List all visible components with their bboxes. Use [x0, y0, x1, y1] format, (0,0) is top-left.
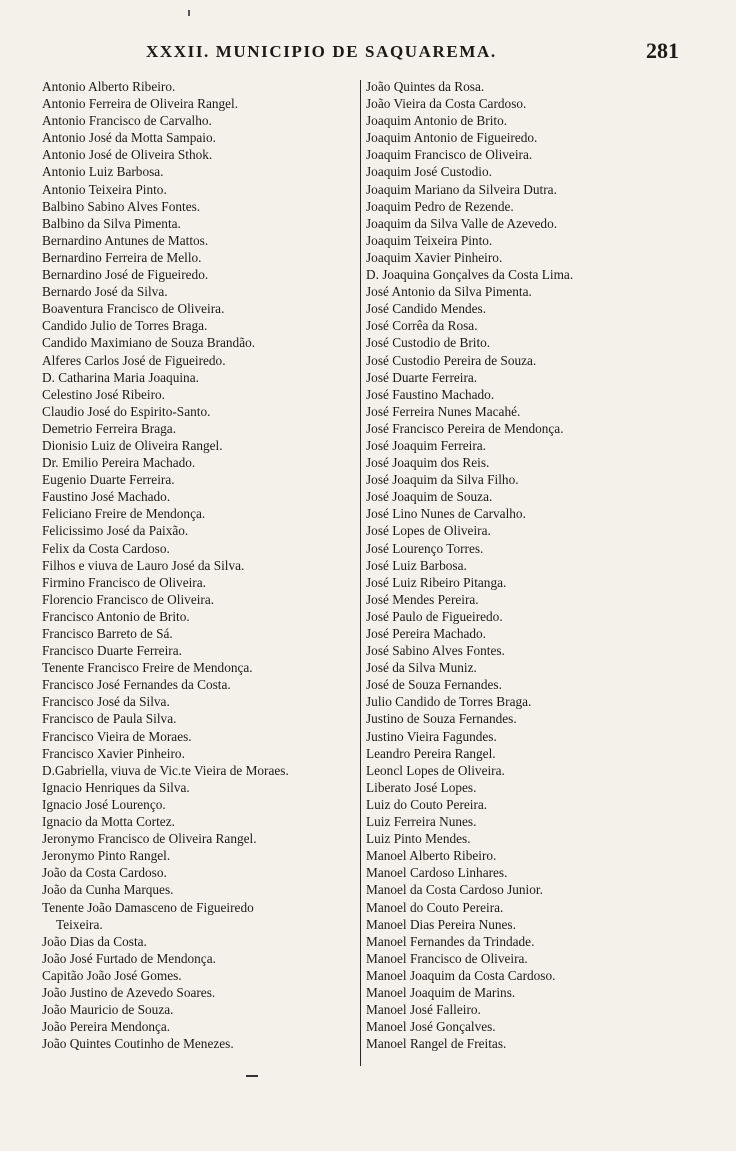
name-entry: Tenente Francisco Freire de Mendonça. — [42, 660, 253, 676]
name-entry: José Custodio de Brito. — [366, 335, 491, 351]
name-entry: Felicissimo José da Paixão. — [42, 523, 189, 539]
name-entry: José Faustino Machado. — [366, 386, 495, 402]
name-entry: Ignacio Henriques da Silva. — [42, 779, 190, 795]
name-entry: José Antonio da Silva Pimenta. — [366, 284, 532, 300]
name-entry: João Mauricio de Souza. — [42, 1002, 174, 1018]
name-entry: Justino de Souza Fernandes. — [366, 711, 517, 727]
name-entry: Joaquim Antonio de Figueiredo. — [366, 130, 538, 146]
name-entry: Bernardino Ferreira de Mello. — [42, 249, 202, 265]
name-entry: Leandro Pereira Rangel. — [366, 745, 496, 761]
name-entry: José Mendes Pereira. — [366, 591, 479, 607]
name-entry: José Joaquim de Souza. — [366, 489, 493, 505]
name-entry: Antonio Ferreira de Oliveira Rangel. — [42, 96, 239, 112]
name-entry: Francisco Vieira de Moraes. — [42, 728, 192, 744]
name-entry: Francisco Antonio de Brito. — [42, 608, 190, 624]
name-entry: Manoel Alberto Ribeiro. — [366, 848, 497, 864]
name-entry: Capitão João José Gomes. — [42, 967, 182, 983]
name-entry: Joaquim da Silva Valle de Azevedo. — [366, 215, 558, 231]
name-entry: Filhos e viuva de Lauro José da Silva. — [42, 557, 245, 573]
name-entry: José Luiz Ribeiro Pitanga. — [366, 574, 507, 590]
name-entry: Joaquim Pedro de Rezende. — [366, 198, 514, 214]
name-entry: Teixeira. — [56, 916, 103, 932]
right-column — [366, 78, 696, 1052]
name-entry: João Quintes Coutinho de Menezes. — [42, 1036, 234, 1052]
name-entry: Luiz Ferreira Nunes. — [366, 814, 477, 830]
name-entry: Francisco Duarte Ferreira. — [42, 643, 182, 659]
name-entry: José Joaquim da Silva Filho. — [366, 472, 519, 488]
name-entry: José Joaquim dos Reis. — [366, 455, 490, 471]
name-entry: Jeronymo Pinto Rangel. — [42, 848, 171, 864]
name-entry: Joaquim Mariano da Silveira Dutra. — [366, 181, 557, 197]
name-entry: Francisco Barreto de Sá. — [42, 626, 173, 641]
name-entry: José Corrêa da Rosa. — [366, 318, 478, 334]
name-entry: José Luiz Barbosa. — [366, 557, 467, 573]
name-entry: Claudio José do Espirito-Santo. — [42, 403, 211, 419]
name-entry: D. Catharina Maria Joaquina. — [42, 369, 199, 385]
name-entry: Joaquim Xavier Pinheiro. — [366, 249, 503, 265]
name-entry: Manoel Joaquim de Marins. — [366, 984, 516, 1000]
name-entry: Tenente João Damasceno de Figueiredo — [42, 899, 254, 915]
name-entry: João Justino de Azevedo Soares. — [42, 984, 216, 1000]
name-entry: José de Souza Fernandes. — [366, 677, 502, 693]
name-entry: José Candido Mendes. — [366, 301, 487, 317]
name-entry: Manoel da Costa Cardoso Junior. — [366, 882, 543, 898]
page-title: XXXII. MUNICIPIO DE SAQUAREMA. — [146, 42, 497, 61]
page-header — [0, 38, 736, 72]
name-entry: Luiz Pinto Mendes. — [366, 831, 471, 847]
name-entry: José Joaquim Ferreira. — [366, 437, 487, 453]
name-entry: Antonio José da Motta Sampaio. — [42, 130, 216, 146]
name-entry: Felix da Costa Cardoso. — [42, 540, 170, 556]
name-entry: Manoel Francisco de Oliveira. — [366, 950, 528, 966]
name-entry: Manoel Dias Pereira Nunes. — [366, 916, 516, 932]
name-entry: Candido Julio de Torres Braga. — [42, 318, 208, 334]
name-entry: Antonio Alberto Ribeiro. — [42, 79, 176, 94]
name-entry: D.Gabriella, viuva de Vic.te Vieira de Moraes. — [42, 762, 289, 778]
name-entry: Manoel José Falleiro. — [366, 1002, 481, 1018]
name-entry: Bernardino José de Figueiredo. — [42, 267, 209, 283]
name-entry: Antonio Luiz Barbosa. — [42, 164, 164, 180]
footer-dash — [246, 1075, 258, 1077]
name-entry: José Lourenço Torres. — [366, 540, 484, 556]
name-entry: Francisco Xavier Pinheiro. — [42, 745, 185, 761]
name-entry: Manoel Rangel de Freitas. — [366, 1036, 507, 1052]
name-entry: João da Costa Cardoso. — [42, 865, 167, 881]
name-entry: Luiz do Couto Pereira. — [366, 796, 488, 812]
name-entry: Joaquim Antonio de Brito. — [366, 113, 508, 129]
name-entry: Manoel Cardoso Linhares. — [366, 865, 508, 881]
name-entry: Leoncl Lopes de Oliveira. — [366, 762, 505, 778]
name-entry: Julio Candido de Torres Braga. — [366, 694, 532, 710]
name-entry: Ignacio José Lourenço. — [42, 796, 166, 812]
name-entry: João da Cunha Marques. — [42, 882, 174, 898]
name-entry: José Francisco Pereira de Mendonça. — [366, 420, 564, 436]
name-entry: José Lino Nunes de Carvalho. — [366, 506, 526, 522]
name-entry: D. Joaquina Gonçalves da Costa Lima. — [366, 267, 574, 283]
name-entry: Joaquim Teixeira Pinto. — [366, 232, 493, 248]
left-column — [42, 78, 358, 1052]
name-entry: José Sabino Alves Fontes. — [366, 643, 505, 659]
name-entry: Manoel Joaquim da Costa Cardoso. — [366, 967, 556, 983]
name-entry: Florencio Francisco de Oliveira. — [42, 591, 215, 607]
name-entry: Faustino José Machado. — [42, 489, 171, 505]
name-entry: Feliciano Freire de Mendonça. — [42, 506, 206, 522]
name-entry: Candido Maximiano de Souza Brandão. — [42, 335, 256, 351]
column-divider — [360, 80, 361, 1066]
name-entry: Dr. Emilio Pereira Machado. — [42, 455, 196, 471]
name-entry: Francisco José da Silva. — [42, 694, 170, 710]
print-mark — [188, 10, 190, 16]
name-entry: Firmino Francisco de Oliveira. — [42, 574, 206, 590]
name-entry: Eugenio Duarte Ferreira. — [42, 472, 175, 488]
name-entry: Jeronymo Francisco de Oliveira Rangel. — [42, 831, 257, 847]
name-entry: Antonio Teixeira Pinto. — [42, 181, 167, 197]
name-entry: João José Furtado de Mendonça. — [42, 950, 216, 966]
name-entry: Dionisio Luiz de Oliveira Rangel. — [42, 437, 223, 453]
name-entry: José Paulo de Figueiredo. — [366, 608, 503, 624]
name-entry: Joaquim José Custodio. — [366, 164, 492, 180]
name-entry: Justino Vieira Fagundes. — [366, 728, 497, 744]
name-entry: Manoel Fernandes da Trindade. — [366, 933, 535, 949]
name-entry: João Quintes da Rosa. — [366, 79, 485, 94]
name-entry: José Duarte Ferreira. — [366, 369, 478, 385]
name-entry: Manoel José Gonçalves. — [366, 1019, 496, 1035]
name-entry: José Ferreira Nunes Macahé. — [366, 403, 521, 419]
name-entry: Boaventura Francisco de Oliveira. — [42, 301, 225, 317]
name-entry: Balbino Sabino Alves Fontes. — [42, 198, 201, 214]
name-entry: Demetrio Ferreira Braga. — [42, 420, 177, 436]
name-entry: Joaquim Francisco de Oliveira. — [366, 147, 533, 163]
name-entry: Antonio José de Oliveira Sthok. — [42, 147, 213, 163]
name-entry: Balbino da Silva Pimenta. — [42, 215, 181, 231]
name-entry: Alferes Carlos José de Figueiredo. — [42, 352, 226, 368]
name-entry: João Vieira da Costa Cardoso. — [366, 96, 527, 112]
name-entry: Bernardino Antunes de Mattos. — [42, 232, 209, 248]
name-entry: José Lopes de Oliveira. — [366, 523, 491, 539]
name-entry: Francisco José Fernandes da Costa. — [42, 677, 231, 693]
name-entry: Antonio Francisco de Carvalho. — [42, 113, 212, 129]
name-entry: Bernardo José da Silva. — [42, 284, 168, 300]
name-entry: Ignacio da Motta Cortez. — [42, 814, 175, 830]
name-entry: Manoel do Couto Pereira. — [366, 899, 504, 915]
name-entry: José da Silva Muniz. — [366, 660, 477, 676]
name-entry: José Custodio Pereira de Souza. — [366, 352, 537, 368]
name-entry: Francisco de Paula Silva. — [42, 711, 177, 727]
name-entry: Liberato José Lopes. — [366, 779, 477, 795]
name-entry: Celestino José Ribeiro. — [42, 386, 165, 402]
name-entry: José Pereira Machado. — [366, 626, 486, 641]
name-entry: João Pereira Mendonça. — [42, 1019, 171, 1035]
name-entry: João Dias da Costa. — [42, 933, 147, 949]
page-number: 281 — [646, 38, 679, 63]
